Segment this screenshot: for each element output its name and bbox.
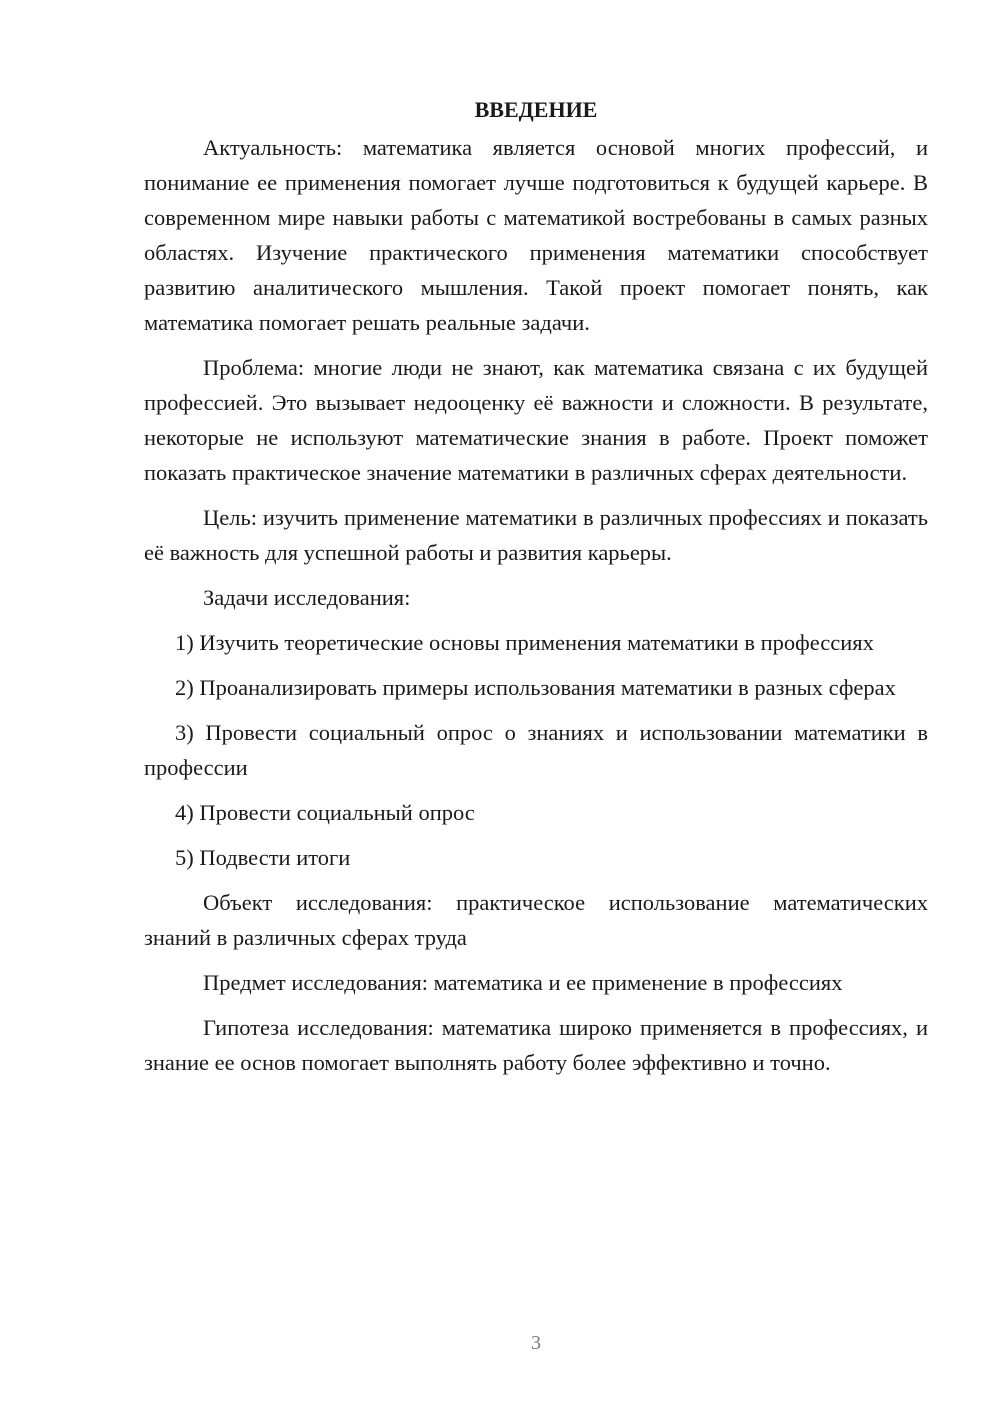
- list-item: 2) Проанализировать примеры использования математики в разных сферах: [175, 675, 896, 700]
- section-heading: ВВЕДЕНИЕ: [474, 97, 598, 122]
- subject-paragraph: Предмет исследования: математика и ее применение в профессиях: [203, 970, 843, 995]
- page-content: [144, 92, 928, 1090]
- list-item: 1) Изучить теоретические основы применения математики в профессиях: [175, 630, 874, 655]
- problem-paragraph: Проблема: многие люди не знают, как математика связана с их будущей профессией. Это вызывает недооценку её важности и сложности. В результате, некоторые не используют математические знания в работе. Проект поможет показать практическое значение математики в различных сферах деятельности.: [144, 355, 928, 485]
- relevance-paragraph: Актуальность: математика является основой многих профессий, и понимание ее применения помогает лучше подготовиться к будущей карьере. В современном мире навыки работы с математикой востребованы в самых разных областях. Изучение практического применения математики способствует развитию аналитического мышления. Такой проект помогает понять, как математика помогает решать реальные задачи.: [144, 135, 928, 335]
- tasks-list: [144, 625, 928, 875]
- list-item: 4) Провести социальный опрос: [175, 800, 475, 825]
- object-paragraph: Объект исследования: практическое использование математических знаний в различных сферах труда: [144, 890, 928, 950]
- list-item: 5) Подвести итоги: [175, 845, 351, 870]
- hypothesis-paragraph: Гипотеза исследования: математика широко применяется в профессиях, и знание ее основ помогает выполнять работу более эффективно и точно.: [144, 1015, 928, 1075]
- tasks-title: Задачи исследования:: [203, 585, 411, 610]
- list-item: 3) Провести социальный опрос о знаниях и использовании математики в профессии: [144, 720, 928, 780]
- page-number: 3: [531, 1332, 541, 1354]
- goal-paragraph: Цель: изучить применение математики в различных профессиях и показать её важность для успешной работы и развития карьеры.: [144, 505, 928, 565]
